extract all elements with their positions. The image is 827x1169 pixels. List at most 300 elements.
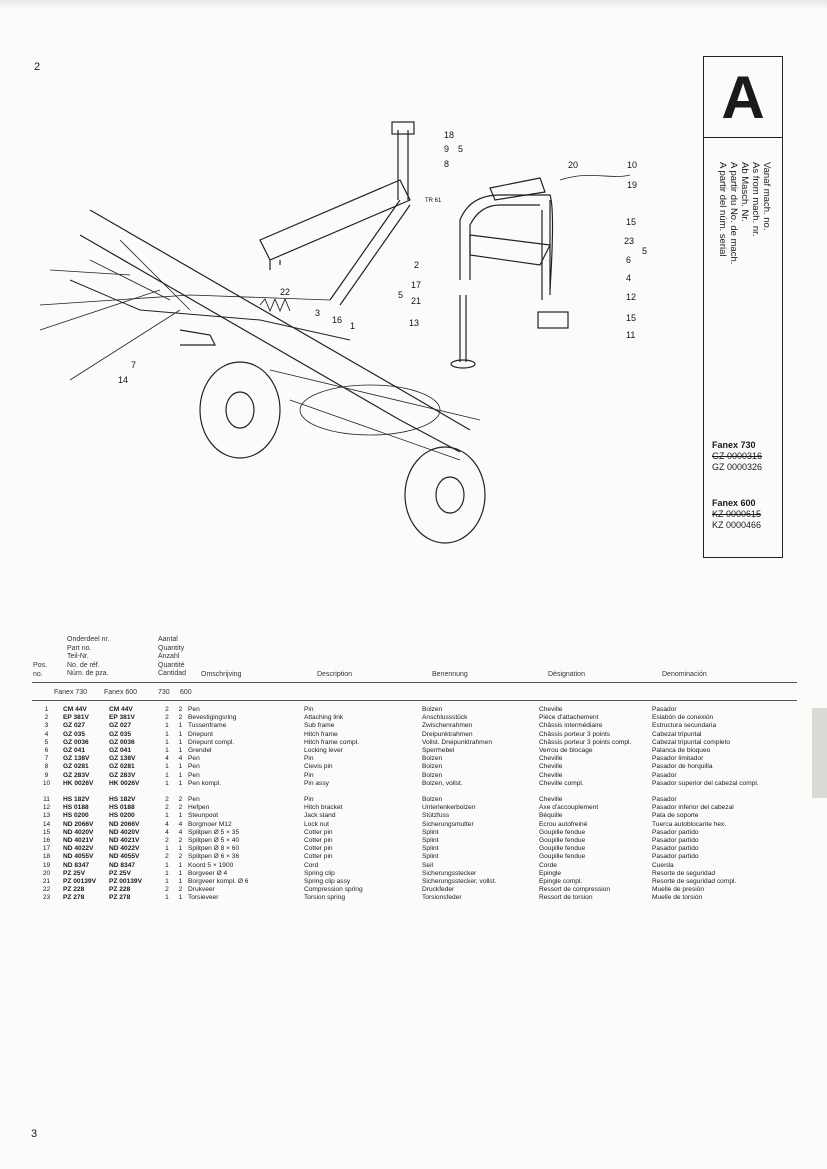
cell-p1: GZ 0281 [63, 763, 89, 771]
cell-q2: 1 [178, 845, 183, 853]
cell-de: Seil [422, 861, 433, 869]
header-line: Cantidad [158, 670, 187, 678]
cell-en: Spring clip assy [304, 878, 351, 886]
cell-q2: 2 [178, 714, 183, 722]
cell-p1: PZ 25V [63, 869, 85, 877]
subheader-qty-730: 730 [158, 689, 170, 696]
table-row [30, 763, 787, 771]
page-number-top: 2 [34, 61, 41, 73]
callout: 11 [626, 330, 636, 340]
cell-q2: 2 [178, 706, 183, 713]
cell-en: Cotter pin [304, 845, 333, 853]
table-row [30, 804, 787, 812]
cell-p2: CM 44V [109, 706, 133, 713]
subheader-fanex-600: Fanex 600 [104, 689, 138, 696]
table-row [30, 845, 787, 853]
table-row [30, 812, 787, 820]
wheel-right [405, 447, 485, 543]
cell-en: Torsion spring [304, 894, 346, 902]
header-description: Description [317, 671, 353, 678]
cell-en: Pin [304, 706, 314, 713]
cell-en: Cotter pin [304, 853, 333, 861]
cell-p1: ND 4020V [63, 828, 94, 836]
cell-q1: 4 [165, 828, 169, 836]
cell-p1: HS 0200 [63, 812, 89, 820]
cell-de: Bolzen [422, 763, 443, 771]
cell-p1: HS 182V [63, 796, 90, 804]
callout: 5 [458, 144, 464, 154]
callout: 16 [332, 315, 343, 325]
cell-en: Locking lever [304, 747, 343, 755]
callout: 19 [627, 180, 638, 190]
cell-p1: GZ 035 [63, 730, 85, 738]
model-block [712, 498, 761, 531]
callout: 10 [627, 160, 638, 170]
cell-de: Zwischenrahmen [422, 722, 473, 730]
serial-label: Vanaf mach. no. [761, 162, 772, 231]
cell-p1: HS 0188 [63, 804, 89, 812]
cell-pos: 15 [42, 828, 51, 836]
cell-p2: GZ 138V [109, 755, 136, 763]
cell-p2: GZ 283V [109, 771, 136, 779]
cell-de: Sicherungsmutter [422, 820, 474, 828]
table-row [30, 722, 787, 730]
cell-es: Pasador limitador [652, 755, 704, 763]
callout: 9 [444, 144, 450, 154]
cell-nl: Borgveer Ø 4 [188, 869, 228, 877]
callout: 17 [411, 280, 422, 290]
cell-p2: GZ 027 [109, 722, 131, 730]
cell-nl: Splitpen Ø 5 × 35 [188, 828, 240, 836]
cell-es: Eslabón de conexión [652, 714, 714, 722]
cell-pos: 21 [42, 878, 51, 886]
cell-p2: HS 0188 [109, 804, 135, 812]
cell-es: Tuerca autoblocante hex. [652, 820, 727, 828]
cell-q2: 1 [178, 730, 183, 738]
wheel-left [200, 362, 280, 458]
cell-pos: 4 [44, 730, 49, 738]
cell-q2: 2 [178, 886, 183, 894]
serial-label: As from mach. nr. [750, 162, 761, 237]
cell-es: Pata de soporte [652, 812, 699, 820]
cell-q1: 1 [165, 878, 169, 886]
cell-q2: 4 [178, 828, 183, 836]
serial-label-block [717, 162, 772, 264]
section-box [703, 56, 783, 558]
cell-q1: 1 [165, 812, 169, 820]
cell-de: Druckfeder [422, 886, 455, 894]
cell-p1: PZ 00139V [63, 878, 96, 886]
table-row [30, 837, 787, 845]
cell-en: Cord [304, 861, 319, 869]
cell-q2: 2 [178, 804, 183, 812]
cell-q1: 2 [165, 796, 169, 804]
cell-fr: Axe d'accouplement [539, 804, 599, 812]
cell-q1: 2 [165, 714, 169, 722]
cell-de: Splint [422, 828, 439, 836]
cell-p1: GZ 138V [63, 755, 90, 763]
callout: 7 [131, 360, 137, 370]
cell-p1: PZ 278 [63, 894, 85, 902]
cell-p1: ND 8347 [63, 861, 90, 869]
cell-q1: 1 [165, 722, 169, 730]
page-number-bottom: 3 [31, 1128, 38, 1140]
header-part-no [67, 636, 109, 679]
cell-nl: Pen [188, 771, 200, 779]
cell-pos: 14 [42, 820, 51, 828]
cell-pos: 12 [42, 804, 51, 812]
cell-q2: 1 [178, 812, 183, 820]
cell-pos: 17 [42, 845, 51, 853]
model-name: Fanex 600 [712, 498, 756, 508]
cell-q2: 4 [178, 755, 183, 763]
cell-de: Splint [422, 853, 439, 861]
cell-es: Resorte de seguridad compl. [652, 878, 737, 886]
cell-p1: ND 4055V [63, 853, 94, 861]
cell-en: Pin [304, 796, 314, 804]
cell-de: Splint [422, 837, 439, 845]
cell-q1: 1 [165, 869, 169, 877]
cell-nl: Hefpen [188, 804, 210, 812]
cell-p1: HK 0026V [63, 779, 94, 787]
callout: 4 [626, 273, 632, 283]
scan-edge-tab [812, 708, 827, 798]
header-line: Anzahl [158, 653, 180, 661]
cell-p2: GZ 0281 [109, 763, 135, 771]
cell-p2: PZ 00139V [109, 878, 142, 886]
cell-fr: Goupille fendue [539, 853, 586, 861]
cell-pos: 3 [44, 722, 49, 730]
cell-es: Pasador partido [652, 845, 699, 853]
cell-nl: Pen [188, 763, 200, 771]
cell-de: Bolzen [422, 706, 443, 713]
cell-nl: Driepunt compl. [188, 738, 235, 746]
cell-fr: Béquille [539, 812, 563, 820]
cell-fr: Cheville [539, 755, 563, 763]
sub-frame [260, 180, 410, 260]
cell-p2: PZ 278 [109, 894, 131, 902]
serial-label: Ab Masch. Nr. [739, 162, 750, 222]
cell-en: Sub frame [304, 722, 335, 730]
cell-p1: GZ 283V [63, 771, 90, 779]
callout: 1 [350, 321, 356, 331]
callout: 22 [280, 287, 291, 297]
header-line: no. [33, 670, 43, 678]
callout: 15 [626, 217, 637, 227]
cell-es: Pasador partido [652, 837, 699, 845]
callout: 20 [568, 160, 579, 170]
cell-p2: ND 4020V [109, 828, 140, 836]
cell-p2: PZ 228 [109, 886, 131, 894]
cell-fr: Ressort de compression [539, 886, 611, 894]
model-new-serial: GZ 0000326 [712, 462, 763, 472]
cell-en: Compression spring [304, 886, 363, 894]
table-row [30, 739, 787, 747]
cell-de: Vollst. Dreipunktrahmen [422, 738, 493, 746]
cell-de: Bolzen [422, 796, 443, 804]
cell-p1: EP 381V [63, 714, 89, 722]
cell-es: Resorte de seguridad [652, 869, 716, 877]
subheader-divider [32, 700, 797, 701]
cell-pos: 8 [44, 763, 49, 771]
cell-de: Bolzen [422, 771, 443, 779]
cell-es: Pasador [652, 706, 677, 713]
cell-pos: 16 [42, 837, 51, 845]
cell-pos: 13 [42, 812, 51, 820]
cell-fr: Châssis porteur 3 points [539, 730, 611, 738]
cell-p1: GZ 027 [63, 722, 85, 730]
cell-es: Pasador inferior del cabezal [652, 804, 734, 812]
cell-q2: 1 [178, 738, 183, 746]
cell-p1: ND 4022V [63, 845, 94, 853]
cell-p1: PZ 228 [63, 886, 85, 894]
cell-q2: 1 [178, 771, 183, 779]
cell-es: Cabezal tripuntal [652, 730, 702, 738]
cell-es: Pasador partido [652, 853, 699, 861]
header-quantity [158, 636, 186, 679]
header-line: Part no. [67, 644, 92, 652]
cell-q2: 2 [178, 796, 183, 804]
table-row [30, 886, 787, 894]
cell-nl: Koord 5 × 1900 [188, 861, 234, 869]
cell-pos: 22 [42, 886, 51, 894]
cell-es: Cuerda [652, 861, 674, 869]
cell-de: Dreipunktrahmen [422, 730, 473, 738]
section-letter: A [721, 63, 765, 131]
cell-pos: 10 [42, 779, 51, 787]
header-pos [33, 662, 47, 679]
cell-es: Palanca de bloqueo [652, 747, 711, 755]
cell-nl: Grendel [188, 747, 212, 755]
cell-fr: Epingle compl. [539, 878, 583, 886]
cell-nl: Splitpen Ø 5 × 40 [188, 837, 240, 845]
subheader-qty-600: 600 [180, 689, 192, 696]
cell-p2: EP 381V [109, 714, 135, 722]
cell-en: Clevis pin [304, 763, 333, 771]
cell-q2: 1 [178, 747, 183, 755]
cell-nl: Pen [188, 796, 200, 804]
callout: 18 [444, 130, 455, 140]
table-row [30, 821, 787, 829]
cell-de: Bolzen [422, 755, 443, 763]
cell-en: Pin assy [304, 779, 329, 787]
model-new-serial: KZ 0000466 [712, 520, 762, 530]
cell-es: Pasador partido [652, 828, 699, 836]
cell-en: Cotter pin [304, 828, 333, 836]
cell-q1: 2 [165, 853, 169, 861]
row-gap [30, 788, 787, 796]
cell-p2: ND 8347 [109, 861, 136, 869]
cell-nl: Drukveer [188, 886, 215, 894]
cell-nl: Borgveer kompl. Ø 6 [188, 878, 249, 886]
cell-en: Pin [304, 755, 314, 763]
subheader-fanex-730: Fanex 730 [54, 689, 88, 696]
cell-fr: Verrou de blocage [539, 747, 593, 755]
callout: 3 [315, 308, 321, 318]
cell-p2: PZ 25V [109, 869, 131, 877]
callout: 5 [642, 246, 648, 256]
model-old-serial: GZ 0000316 [712, 451, 763, 461]
exploded-parts-diagram [30, 100, 700, 560]
cell-de: Sicherungsstecker [422, 869, 477, 877]
cell-q2: 4 [178, 820, 183, 828]
cell-q2: 2 [178, 853, 183, 861]
cell-q1: 1 [165, 738, 169, 746]
serial-label: A partir du No. de mach. [728, 162, 739, 265]
model-name: Fanex 730 [712, 440, 756, 450]
header-line: Onderdeel nr. [67, 636, 110, 643]
cell-q2: 1 [178, 779, 183, 787]
cell-p2: HK 0026V [109, 779, 140, 787]
cell-q1: 2 [165, 804, 169, 812]
header-divider [32, 682, 797, 683]
cell-nl: Pen [188, 706, 200, 713]
cell-p2: GZ 035 [109, 730, 131, 738]
cell-q1: 1 [165, 730, 169, 738]
cell-fr: Goupille fendue [539, 837, 586, 845]
cell-q1: 1 [165, 861, 169, 869]
cell-en: Hitch bracket [304, 804, 343, 812]
cell-fr: Ecrou autofreiné [539, 820, 588, 828]
cell-p1: GZ 041 [63, 747, 85, 755]
hitch-frame [460, 195, 553, 290]
cell-nl: Borgmoer M12 [188, 820, 232, 828]
cell-nl: Splitpen Ø 6 × 36 [188, 853, 240, 861]
cell-es: Pasador de horquilla [652, 763, 713, 771]
cell-fr: Châssis porteur 3 points compl. [539, 738, 632, 746]
cell-pos: 1 [44, 706, 49, 713]
cell-pos: 11 [43, 796, 50, 804]
cell-q1: 4 [165, 755, 169, 763]
callout: 2 [414, 260, 420, 270]
cell-pos: 19 [42, 861, 51, 869]
cell-fr: Goupille fendue [539, 828, 586, 836]
cell-fr: Cheville [539, 763, 563, 771]
header-line: Aantal [158, 636, 178, 643]
cell-de: Sperrhebel [422, 747, 455, 755]
cell-es: Pasador [652, 796, 677, 804]
table-row [30, 755, 787, 763]
table-row [30, 870, 787, 878]
cell-en: Spring clip [304, 869, 335, 877]
cell-fr: Cheville [539, 771, 563, 779]
cell-en: Hitch frame [304, 730, 338, 738]
cell-p2: GZ 041 [109, 747, 131, 755]
cell-pos: 6 [44, 747, 49, 755]
cell-nl: Pen [188, 755, 200, 763]
cell-q1: 2 [165, 886, 169, 894]
cell-nl: Bevestigingsring [188, 714, 237, 722]
cell-pos: 23 [42, 894, 51, 902]
header-line: Núm. de pza. [67, 670, 109, 678]
cell-fr: Corde [539, 861, 557, 869]
callout: 8 [444, 159, 450, 169]
table-row [30, 862, 787, 870]
cell-nl: Tussenframe [188, 722, 227, 730]
cell-de: Sicherungsstecker, vollst. [422, 878, 497, 886]
cell-q2: 1 [178, 861, 183, 869]
callout: 14 [118, 375, 129, 385]
cell-q1: 1 [165, 894, 169, 902]
cell-q1: 2 [165, 837, 169, 845]
cell-nl: Torsieveer [188, 894, 219, 902]
cell-fr: Epingle [539, 869, 561, 877]
callout: 5 [398, 290, 404, 300]
cell-q2: 1 [178, 763, 183, 771]
callout: TR 61 [425, 198, 442, 204]
cell-de: Anschlussstück [422, 714, 468, 722]
cell-de: Torsionsfeder [422, 894, 462, 902]
cell-p1: CM 44V [63, 706, 87, 713]
callout: 6 [626, 255, 632, 265]
cell-q2: 2 [178, 837, 183, 845]
cell-p2: GZ 0036 [109, 738, 135, 746]
model-old-serial: KZ 0000615 [712, 509, 762, 519]
cell-en: Hitch frame compl. [304, 738, 359, 746]
cell-pos: 5 [44, 738, 49, 746]
cell-p2: ND 4022V [109, 845, 140, 853]
cell-es: Muelle de presión [652, 886, 705, 894]
callout: 13 [409, 318, 420, 328]
cell-p2: HS 182V [109, 796, 136, 804]
cell-nl: Pen kompl. [188, 779, 221, 787]
cell-q1: 1 [165, 779, 169, 787]
table-row [30, 829, 787, 837]
cell-pos: 20 [42, 869, 51, 877]
cell-q1: 1 [165, 763, 169, 771]
table-row [30, 714, 787, 722]
cell-fr: Châssis intermédiaire [539, 722, 603, 730]
cell-fr: Cheville [539, 706, 563, 713]
header-line: No. de réf. [67, 661, 100, 669]
cell-p1: ND 4021V [63, 837, 94, 845]
table-row [30, 780, 787, 788]
cell-fr: Pièce d'attachement [539, 714, 599, 722]
header-denominacion: Denominación [662, 671, 707, 678]
cell-es: Muelle de torsión [652, 894, 703, 902]
parts-table [30, 706, 787, 903]
table-row [30, 772, 787, 780]
header-omschrijving: Omschrijving [201, 671, 242, 678]
callout: 21 [411, 296, 422, 306]
cell-en: Attaching link [304, 714, 344, 722]
serial-label: A partir del núm. serial [717, 162, 728, 257]
cell-de: Splint [422, 845, 439, 853]
callout: 15 [626, 313, 637, 323]
cell-es: Cabezal tripuntal completo [652, 738, 731, 746]
cell-q2: 1 [178, 878, 183, 886]
cell-nl: Steunpoot [188, 812, 219, 820]
cell-q2: 1 [178, 894, 183, 902]
header-line: Quantity [158, 644, 185, 652]
callout: 23 [624, 236, 635, 246]
scan-top-shadow [0, 0, 827, 10]
cell-q1: 4 [165, 820, 169, 828]
cell-p2: ND 4055V [109, 853, 140, 861]
cell-p2: ND 2066V [109, 820, 140, 828]
cell-p1: GZ 0036 [63, 738, 89, 746]
model-block [712, 440, 762, 473]
header-line: Pos. [33, 662, 48, 669]
table-row [30, 894, 787, 902]
header-line: Quantité [158, 661, 185, 669]
cell-fr: Cheville [539, 796, 563, 804]
table-row [30, 878, 787, 886]
cell-en: Pin [304, 771, 314, 779]
cell-de: Bolzen, vollst. [422, 779, 463, 787]
cell-nl: Driepunt [188, 730, 213, 738]
cell-q1: 1 [165, 845, 169, 853]
